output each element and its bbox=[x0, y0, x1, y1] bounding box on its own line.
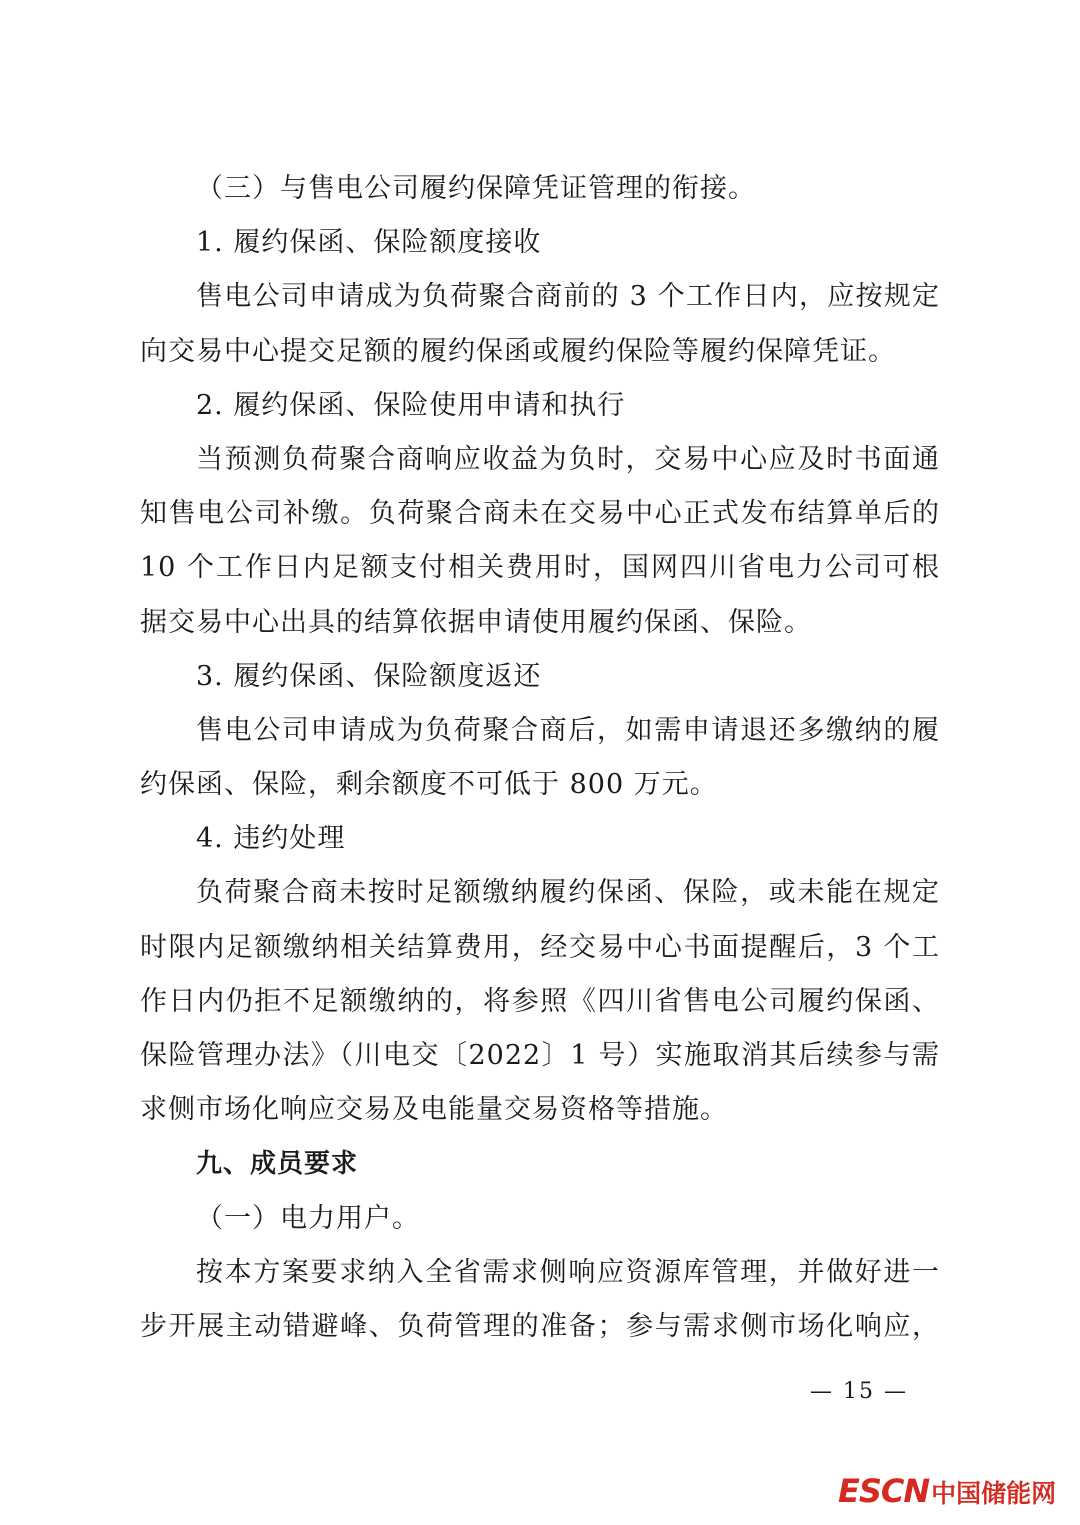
text-line: 按本方案要求纳入全省需求侧响应资源库管理，并做好进一 bbox=[196, 1256, 940, 1288]
text-line: 据交易中心出具的结算依据申请使用履约保函、保险。 bbox=[140, 606, 812, 638]
text-line: 3. 履约保函、保险额度返还 bbox=[196, 660, 542, 692]
document-body bbox=[140, 162, 940, 1354]
text-line: 10 个工作日内足额支付相关费用时，国网四川省电力公司可根 bbox=[140, 552, 940, 584]
text-line: 向交易中心提交足额的履约保函或履约保险等履约保障凭证。 bbox=[140, 335, 896, 367]
text-line: 求侧市场化响应交易及电能量交易资格等措施。 bbox=[140, 1094, 728, 1126]
watermark-latin: ESCN bbox=[838, 1472, 930, 1510]
text-line: 知售电公司补缴。负荷聚合商未在交易中心正式发布结算单后的 bbox=[140, 498, 940, 530]
text-line: 售电公司申请成为负荷聚合商前的 3 个工作日内，应按规定 bbox=[196, 281, 940, 313]
text-line: （一）电力用户。 bbox=[196, 1202, 420, 1234]
text-line: 1. 履约保函、保险额度接收 bbox=[196, 227, 542, 259]
text-line: 步开展主动错避峰、负荷管理的准备；参与需求侧市场化响应， bbox=[140, 1310, 940, 1342]
text-line: 4. 违约处理 bbox=[196, 823, 346, 855]
text-line: 约保函、保险，剩余额度不可低于 800 万元。 bbox=[140, 769, 718, 801]
text-line: （三）与售电公司履约保障凭证管理的衔接。 bbox=[196, 173, 756, 204]
watermark-cjk: 中国储能网 bbox=[931, 1479, 1057, 1508]
text-line: 当预测负荷聚合商响应收益为负时，交易中心应及时书面通 bbox=[196, 443, 940, 475]
section-heading: 九、成员要求 bbox=[196, 1149, 359, 1180]
text-line: 保险管理办法》（川电交〔2022〕1 号）实施取消其后续参与需 bbox=[140, 1040, 940, 1071]
text-line: 时限内足额缴纳相关结算费用，经交易中心书面提醒后，3 个工 bbox=[140, 931, 940, 963]
text-line: 售电公司申请成为负荷聚合商后，如需申请退还多缴纳的履 bbox=[196, 714, 940, 746]
text-line: 负荷聚合商未按时足额缴纳履约保函、保险，或未能在规定 bbox=[196, 877, 940, 909]
text-line: 作日内仍拒不足额缴纳的，将参照《四川省售电公司履约保函、 bbox=[140, 985, 940, 1017]
page-number: — 15 — bbox=[810, 1379, 908, 1404]
text-line: 2. 履约保函、保险使用申请和执行 bbox=[196, 389, 626, 421]
escn-watermark-logo bbox=[838, 1472, 1056, 1510]
